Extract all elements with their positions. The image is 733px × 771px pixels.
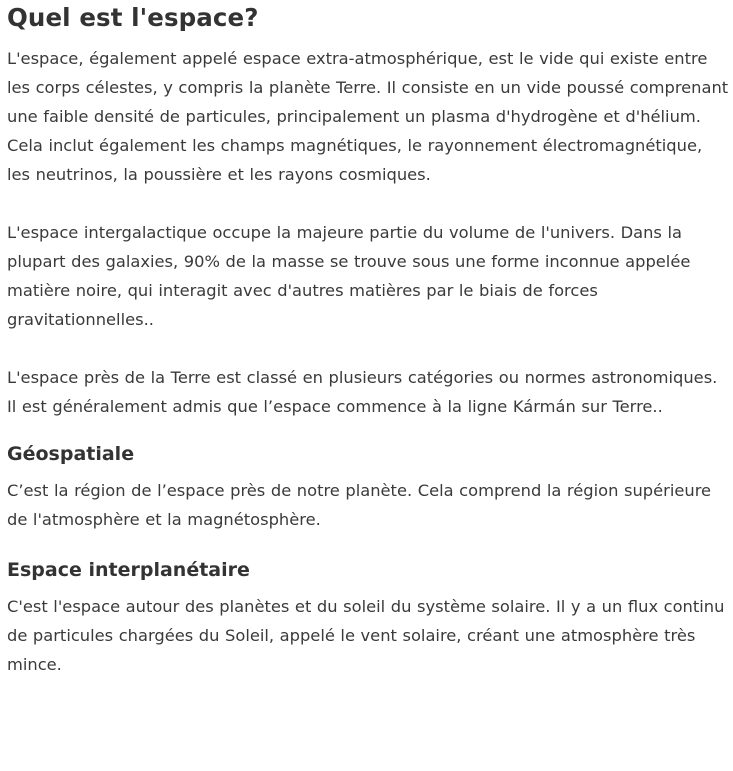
intro-paragraph-2: L'espace intergalactique occupe la majeure partie du volume de l'univers. Dans la plupart des galaxies, 90% de la masse se trouve sous une forme inconnue appelée matière noire, qui interagit avec d'autres matières par le biais de forces gravitationnelles..: [7, 223, 691, 329]
page-title: Quel est l'espace?: [7, 3, 259, 32]
intro-paragraph-3: L'espace près de la Terre est classé en plusieurs catégories ou normes astronomiques. Il est généralement admis que l’espace commence à la ligne Kármán sur Terre..: [7, 368, 718, 416]
section-heading-espace-interplanetaire: Espace interplanétaire: [7, 559, 250, 581]
section-text-geospatiale: C’est la région de l’espace près de notre planète. Cela comprend la région supérieure de l'atmosphère et la magnétosphère.: [7, 481, 712, 529]
intro-paragraph-1: L'espace, également appelé espace extra-atmosphérique, est le vide qui existe entre les corps célestes, y compris la planète Terre. Il consiste en un vide poussé comprenant une faible densité de particules, principalement un plasma d'hydrogène et d'hélium. Cela inclut également les champs magnétiques, le rayonnement électromagnétique, les neutrinos, la poussière et les rayons cosmiques.: [7, 49, 729, 184]
section-text-espace-interplanetaire: C'est l'espace autour des planètes et du soleil du système solaire. Il y a un flux continu de particules chargées du Soleil, appelé le vent solaire, créant une atmosphère très mince.: [7, 597, 725, 674]
section-heading-geospatiale: Géospatiale: [7, 443, 135, 465]
